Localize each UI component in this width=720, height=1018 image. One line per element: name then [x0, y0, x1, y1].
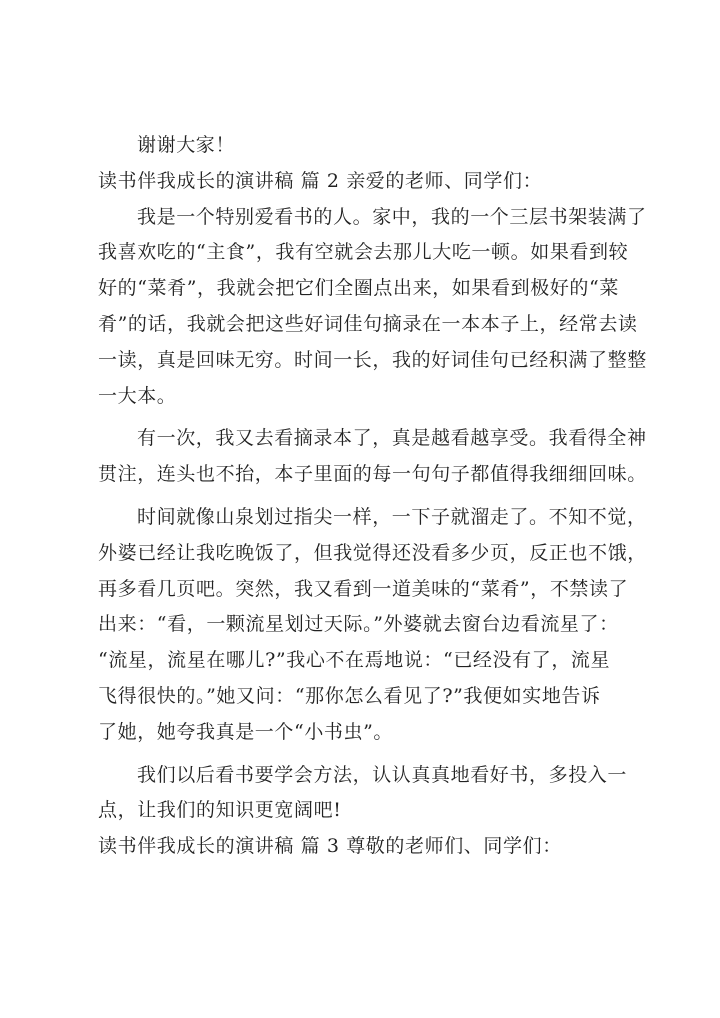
text-line: 出来：“看，一颗流星划过天际。”外婆就去窗台边看流星了：: [98, 613, 619, 636]
text-line: 贯注，连头也不抬，本子里面的每一句句子都值得我细细回味。: [98, 463, 647, 486]
paragraph-conclusion: [98, 758, 638, 830]
text-line: 谢谢大家！: [137, 134, 236, 156]
text-line: 一读，真是回味无穷。时间一长，我的好词佳句已经积满了整整: [98, 348, 647, 371]
paragraph-shooting-star: [98, 500, 647, 751]
text-line: 我喜欢吃的“主食”，我有空就会去那儿大吃一顿。如果看到较: [98, 241, 629, 264]
text-line: 点，让我们的知识更宽阔吧!: [98, 799, 342, 822]
text-line: 读书伴我成长的演讲稿 篇 3 尊敬的老师们、同学们：: [98, 835, 562, 858]
text-line: 我是一个特别爱看书的人。家中，我的一个三层书架装满了: [137, 205, 647, 228]
text-line: 有一次，我又去看摘录本了，真是越看越享受。我看得全神: [137, 427, 647, 450]
text-line: 好的“菜肴”，我就会把它们全圈点出来，如果看到极好的“菜: [98, 277, 619, 300]
text-line: 一大本。: [98, 384, 177, 407]
paragraph-bookshelf: [98, 200, 647, 415]
text-line: 读书伴我成长的演讲稿 篇 2 亲爱的老师、同学们：: [98, 169, 543, 192]
section-heading-2: [98, 164, 638, 200]
text-line: 再多看几页吧。突然，我又看到一道美味的“菜肴”，不禁读了: [98, 577, 629, 600]
text-line: 我们以后看书要学会方法，认认真真地看好书，多投入一: [137, 763, 628, 786]
document-body: [98, 128, 647, 865]
text-line: 时间就像山泉划过指尖一样，一下子就溜走了。不知不觉，: [137, 505, 647, 528]
section-heading-3: [98, 829, 638, 865]
text-line: 了她，她夸我真是一个“小书虫”。: [98, 720, 394, 743]
text-line: 肴”的话，我就会把这些好词佳句摘录在一本本子上，经常去读: [98, 312, 638, 335]
paragraph-excerpt-book: [98, 421, 647, 493]
text-line: 外婆已经让我吃晚饭了，但我觉得还没看多少页，反正也不饿，: [98, 541, 647, 564]
paragraph-thanks: [98, 128, 638, 164]
text-line: 飞得很快的。”她又问：“那你怎么看见了?”我便如实地告诉: [98, 684, 601, 707]
text-line: “流星，流星在哪儿?”我心不在焉地说：“已经没有了，流星: [98, 649, 611, 672]
